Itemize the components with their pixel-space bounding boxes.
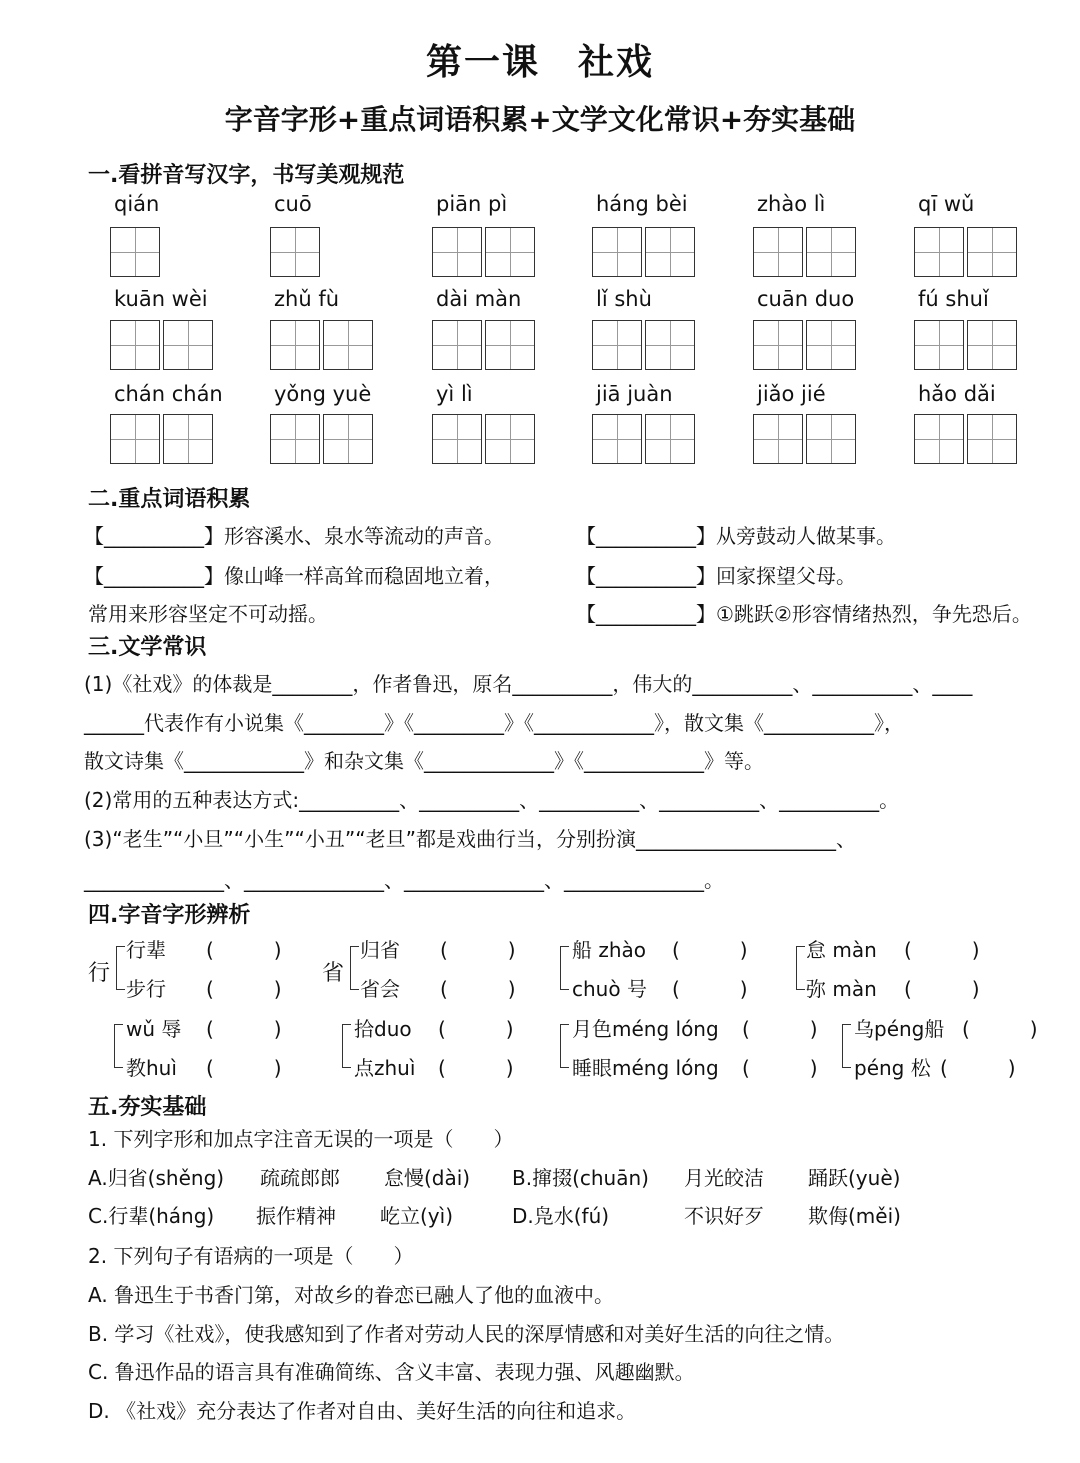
answer-paren[interactable]: ( ) bbox=[206, 1056, 282, 1080]
section-4-heading: 四.字音字形辨析 bbox=[88, 903, 251, 928]
tianzige-cell[interactable] bbox=[432, 414, 482, 464]
tianzige-cell[interactable] bbox=[914, 320, 964, 370]
writing-grid bbox=[110, 227, 160, 277]
pair-item: 点zhuì bbox=[354, 1056, 416, 1080]
answer-paren[interactable]: ( ) bbox=[672, 938, 748, 962]
literature-line[interactable]: (3)“老生”“小旦”“小生”“小丑”“老旦”都是戏曲行当，分别扮演____________________、 bbox=[84, 827, 856, 851]
literature-line[interactable]: 散文诗集《____________》和杂文集《_____________》《____________》等。 bbox=[84, 749, 764, 773]
pair-item: chuò 号 bbox=[572, 977, 647, 1001]
pinyin-label: cuān duo bbox=[757, 287, 855, 311]
pinyin-label: kuān wèi bbox=[114, 287, 208, 311]
pair-item: 乌péng船 bbox=[854, 1017, 945, 1041]
answer-paren[interactable]: ( ) bbox=[904, 938, 980, 962]
tianzige-cell[interactable] bbox=[592, 320, 642, 370]
writing-grid bbox=[753, 414, 856, 464]
tianzige-cell[interactable] bbox=[967, 414, 1017, 464]
pair-item: 怠 màn bbox=[806, 938, 877, 962]
tianzige-cell[interactable] bbox=[806, 227, 856, 277]
tianzige-cell[interactable] bbox=[485, 320, 535, 370]
option-a[interactable]: A.归省(shěng) bbox=[88, 1166, 225, 1190]
option-text: 屹立(yì) bbox=[380, 1204, 453, 1228]
brace-icon bbox=[116, 946, 125, 990]
writing-grid bbox=[432, 227, 535, 277]
writing-grid bbox=[592, 414, 695, 464]
answer-paren[interactable]: ( ) bbox=[742, 1017, 818, 1041]
writing-grid bbox=[270, 414, 373, 464]
option-b[interactable]: B.撺掇(chuān) bbox=[512, 1166, 649, 1190]
vocab-item[interactable]: 【__________】回家探望父母。 bbox=[576, 564, 856, 588]
page-subtitle: 字音字形+重点词语积累+文学文化常识+夯实基础 bbox=[224, 103, 856, 136]
answer-paren[interactable]: ( ) bbox=[940, 1056, 1016, 1080]
tianzige-cell[interactable] bbox=[432, 320, 482, 370]
writing-grid bbox=[270, 227, 320, 277]
page-title: 第一课 社戏 bbox=[425, 42, 654, 83]
pair-item: 睡眼méng lóng bbox=[572, 1056, 719, 1080]
pair-item: 船 zhào bbox=[572, 938, 647, 962]
pinyin-label: yǒng yuè bbox=[274, 382, 372, 406]
pair-item: 省会 bbox=[360, 977, 400, 1001]
section-2-heading: 二.重点词语积累 bbox=[88, 487, 251, 512]
tianzige-cell[interactable] bbox=[110, 320, 160, 370]
answer-paren[interactable]: ( ) bbox=[206, 977, 282, 1001]
tianzige-cell[interactable] bbox=[270, 227, 320, 277]
option-text: 不识好歹 bbox=[684, 1204, 764, 1228]
pair-item: 归省 bbox=[360, 938, 400, 962]
pair-item: péng 松 bbox=[854, 1056, 931, 1080]
writing-grid bbox=[914, 414, 1017, 464]
literature-line[interactable]: ______代表作有小说集《________》《_________》《____________》，散文集《___________》， bbox=[84, 711, 904, 735]
writing-grid bbox=[432, 320, 535, 370]
pinyin-label: jiǎo jié bbox=[757, 382, 826, 406]
answer-paren[interactable]: ( ) bbox=[672, 977, 748, 1001]
pair-item: wǔ 辱 bbox=[126, 1017, 182, 1041]
brace-icon bbox=[342, 1024, 351, 1068]
brace-icon bbox=[842, 1024, 851, 1068]
option-c[interactable]: C. 鲁迅作品的语言具有准确简练、含义丰富、表现力强、风趣幽默。 bbox=[88, 1360, 695, 1384]
tianzige-cell[interactable] bbox=[163, 320, 213, 370]
pinyin-label: zhǔ fù bbox=[274, 287, 340, 311]
writing-grid bbox=[270, 320, 373, 370]
tianzige-cell[interactable] bbox=[967, 320, 1017, 370]
answer-paren[interactable]: ( ) bbox=[438, 1056, 514, 1080]
brace-icon bbox=[114, 1024, 123, 1068]
pinyin-label: qī wǔ bbox=[918, 192, 975, 216]
pair-item: 弥 màn bbox=[806, 977, 877, 1001]
pinyin-label: háng bèi bbox=[596, 192, 688, 216]
writing-grid bbox=[914, 227, 1017, 277]
option-b[interactable]: B. 学习《社戏》，使我感知到了作者对劳动人民的深厚情感和对美好生活的向往之情。 bbox=[88, 1322, 845, 1346]
writing-grid bbox=[432, 414, 535, 464]
tianzige-cell[interactable] bbox=[110, 227, 160, 277]
section-1-heading: 一.看拼音写汉字，书写美观规范 bbox=[88, 163, 405, 188]
answer-paren[interactable]: ( ) bbox=[438, 1017, 514, 1041]
pinyin-label: cuō bbox=[274, 192, 312, 216]
tianzige-cell[interactable] bbox=[432, 227, 482, 277]
pinyin-label: chán chán bbox=[114, 382, 223, 406]
option-d[interactable]: D. 《社戏》充分表达了作者对自由、美好生活的向往和追求。 bbox=[88, 1399, 637, 1423]
option-text: 怠慢(dài) bbox=[384, 1166, 471, 1190]
option-text: 踊跃(yuè) bbox=[808, 1166, 901, 1190]
pair-item: 步行 bbox=[126, 977, 166, 1001]
tianzige-cell[interactable] bbox=[645, 414, 695, 464]
writing-grid bbox=[110, 414, 213, 464]
vocab-item[interactable]: 【__________】形容溪水、泉水等流动的声音。 bbox=[84, 524, 504, 548]
question-2: 2. 下列句子有语病的一项是（ ） bbox=[88, 1244, 414, 1268]
option-text: 疏疏郎郎 bbox=[260, 1166, 340, 1190]
writing-grid bbox=[592, 227, 695, 277]
tianzige-cell[interactable] bbox=[753, 227, 803, 277]
tianzige-cell[interactable] bbox=[645, 227, 695, 277]
writing-grid bbox=[914, 320, 1017, 370]
option-d[interactable]: D.凫水(fú) bbox=[512, 1204, 610, 1228]
tianzige-cell[interactable] bbox=[806, 320, 856, 370]
literature-line[interactable]: (1)《社戏》的体裁是________，作者鲁迅，原名__________，伟大的__________、__________、____ bbox=[84, 672, 973, 696]
pinyin-label: lǐ shù bbox=[596, 287, 652, 311]
answer-paren[interactable]: ( ) bbox=[742, 1056, 818, 1080]
option-c[interactable]: C.行辈(háng) bbox=[88, 1204, 215, 1228]
pair-item: 行辈 bbox=[126, 938, 166, 962]
answer-paren[interactable]: ( ) bbox=[440, 977, 516, 1001]
tianzige-cell[interactable] bbox=[270, 414, 320, 464]
literature-line[interactable]: (2)常用的五种表达方式:__________、__________、__________、__________、__________。 bbox=[84, 788, 900, 812]
tianzige-cell[interactable] bbox=[645, 320, 695, 370]
section-3-heading: 三.文学常识 bbox=[88, 635, 207, 660]
writing-grid bbox=[110, 320, 213, 370]
pinyin-label: piān pì bbox=[436, 192, 508, 216]
answer-paren[interactable]: ( ) bbox=[440, 938, 516, 962]
vocab-item[interactable]: 【__________】从旁鼓动人做某事。 bbox=[576, 524, 896, 548]
tianzige-cell[interactable] bbox=[485, 227, 535, 277]
option-text: 欺侮(měi) bbox=[808, 1204, 901, 1228]
tianzige-cell[interactable] bbox=[323, 320, 373, 370]
tianzige-cell[interactable] bbox=[485, 414, 535, 464]
tianzige-cell[interactable] bbox=[806, 414, 856, 464]
writing-grid bbox=[753, 227, 856, 277]
writing-grid bbox=[592, 320, 695, 370]
brace-icon bbox=[560, 1024, 569, 1068]
answer-paren[interactable]: ( ) bbox=[206, 938, 282, 962]
pinyin-label: qián bbox=[114, 192, 160, 216]
option-text: 月光皎洁 bbox=[684, 1166, 764, 1190]
tianzige-cell[interactable] bbox=[967, 227, 1017, 277]
pinyin-label: zhào lì bbox=[757, 192, 826, 216]
answer-paren[interactable]: ( ) bbox=[904, 977, 980, 1001]
writing-grid bbox=[753, 320, 856, 370]
brace-icon bbox=[560, 946, 569, 990]
brace-icon bbox=[796, 946, 805, 990]
tianzige-cell[interactable] bbox=[110, 414, 160, 464]
question-1: 1. 下列字形和加点字注音无误的一项是（ ） bbox=[88, 1127, 514, 1151]
tianzige-cell[interactable] bbox=[753, 320, 803, 370]
vocab-item-cont: 常用来形容坚定不可动摇。 bbox=[88, 602, 328, 626]
lead-char: 行 bbox=[88, 961, 111, 986]
lead-char: 省 bbox=[322, 961, 345, 986]
pinyin-label: fú shuǐ bbox=[918, 287, 989, 311]
tianzige-cell[interactable] bbox=[914, 414, 964, 464]
tianzige-cell[interactable] bbox=[914, 227, 964, 277]
vocab-item[interactable]: 【__________】①跳跃②形容情绪热烈，争先恐后。 bbox=[576, 602, 1032, 626]
pinyin-label: dài màn bbox=[436, 287, 522, 311]
option-a[interactable]: A. 鲁迅生于书香门第，对故乡的眷恋已融人了他的血液中。 bbox=[88, 1283, 615, 1307]
literature-line[interactable]: ______________、______________、______________、______________。 bbox=[84, 868, 724, 892]
answer-paren[interactable]: ( ) bbox=[962, 1017, 1038, 1041]
pair-item: 月色méng lóng bbox=[572, 1017, 719, 1041]
tianzige-cell[interactable] bbox=[163, 414, 213, 464]
vocab-item[interactable]: 【__________】像山峰一样高耸而稳固地立着， bbox=[84, 564, 504, 588]
brace-icon bbox=[350, 946, 359, 990]
tianzige-cell[interactable] bbox=[323, 414, 373, 464]
answer-paren[interactable]: ( ) bbox=[206, 1017, 282, 1041]
pinyin-label: hǎo dǎi bbox=[918, 382, 996, 406]
tianzige-cell[interactable] bbox=[592, 227, 642, 277]
option-text: 振作精神 bbox=[256, 1204, 336, 1228]
pair-item: 教huì bbox=[126, 1056, 177, 1080]
pinyin-label: yì lì bbox=[436, 382, 473, 406]
pair-item: 拾duo bbox=[354, 1017, 412, 1041]
pinyin-label: jiā juàn bbox=[596, 382, 673, 406]
section-5-heading: 五.夯实基础 bbox=[88, 1095, 207, 1120]
tianzige-cell[interactable] bbox=[592, 414, 642, 464]
tianzige-cell[interactable] bbox=[753, 414, 803, 464]
tianzige-cell[interactable] bbox=[270, 320, 320, 370]
